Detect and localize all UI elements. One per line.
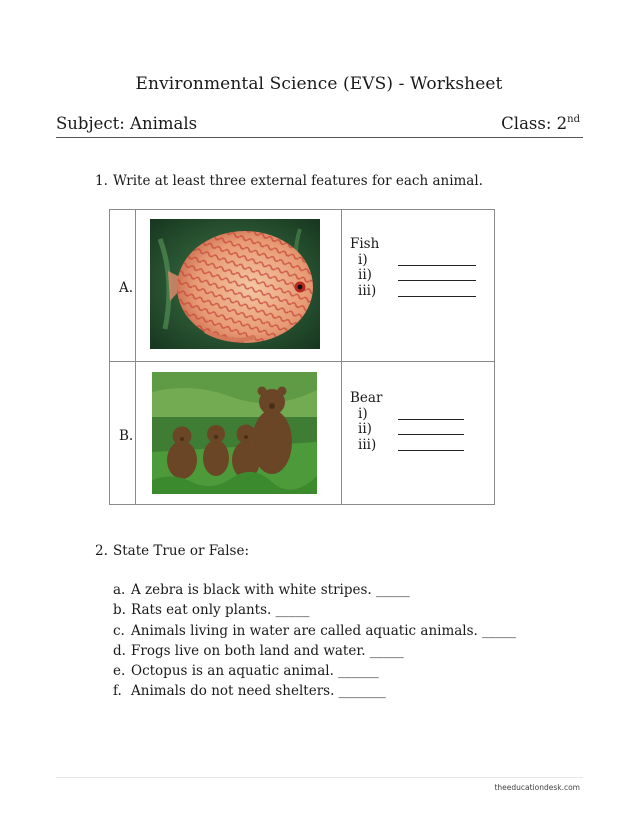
header-rule [56, 137, 583, 138]
answer-line [350, 438, 464, 454]
item-text: A zebra is black with white stripes. _____ [131, 582, 410, 598]
answer-line [350, 284, 476, 300]
list-item [113, 621, 516, 641]
animal-block-fish [350, 237, 476, 299]
worksheet-title: Environmental Science (EVS) - Worksheet [135, 74, 503, 94]
item-letter: e. [113, 663, 126, 680]
item-text: Rats eat only plants. _____ [131, 602, 310, 619]
answer-blank[interactable] [398, 268, 476, 281]
answer-blank[interactable] [398, 284, 476, 297]
answer-line [350, 407, 464, 423]
item-text: Frogs live on both land and water. _____ [131, 642, 404, 659]
row-label-b: B. [119, 428, 134, 444]
roman-numeral: iii) [358, 282, 377, 299]
list-item [113, 681, 516, 701]
answer-blank[interactable] [398, 253, 476, 266]
features-table [109, 209, 495, 505]
class-superscript: nd [567, 114, 580, 125]
footer-site: theeducationdesk.com [494, 783, 580, 792]
row-label-a: A. [119, 280, 134, 296]
answer-line [350, 268, 476, 284]
footer-rule [56, 777, 583, 778]
item-letter: f. [113, 683, 122, 700]
answer-blank[interactable] [398, 422, 464, 435]
answer-line [350, 422, 464, 438]
animal-name-bear: Bear [350, 390, 383, 406]
item-letter: a. [113, 582, 126, 598]
item-text: Octopus is an aquatic animal. ______ [131, 663, 379, 680]
roman-numeral: i) [358, 405, 368, 422]
item-letter: d. [113, 642, 126, 659]
answer-blank[interactable] [398, 438, 464, 451]
class-label [501, 114, 580, 133]
table-row-divider [110, 361, 494, 362]
item-text: Animals do not need shelters. _______ [131, 683, 386, 700]
answer-blank[interactable] [398, 407, 464, 420]
list-item [113, 600, 516, 620]
question-1 [95, 173, 483, 189]
roman-numeral: ii) [358, 421, 372, 437]
question-2-number: 2. [95, 543, 108, 559]
true-false-list [113, 580, 516, 702]
item-letter: c. [113, 622, 125, 639]
animal-name-fish: Fish [350, 236, 380, 252]
item-letter: b. [113, 602, 126, 619]
bear-image [152, 372, 317, 494]
animal-block-bear [350, 391, 464, 453]
question-2 [95, 543, 249, 559]
table-divider-2 [341, 210, 342, 504]
subject-label: Subject: Animals [56, 114, 198, 133]
question-2-text: State True or False: [113, 543, 250, 559]
roman-numeral: ii) [358, 267, 372, 283]
class-text: Class: 2 [501, 114, 568, 133]
fish-image [150, 219, 320, 349]
question-1-number: 1. [95, 173, 108, 189]
question-1-text: Write at least three external features for each animal. [113, 173, 483, 189]
list-item [113, 580, 516, 600]
item-text: Animals living in water are called aquatic animals. _____ [131, 622, 516, 639]
roman-numeral: i) [358, 251, 368, 268]
list-item [113, 641, 516, 661]
table-divider-1 [135, 210, 136, 504]
list-item [113, 661, 516, 681]
answer-line [350, 253, 476, 269]
roman-numeral: iii) [358, 436, 377, 453]
